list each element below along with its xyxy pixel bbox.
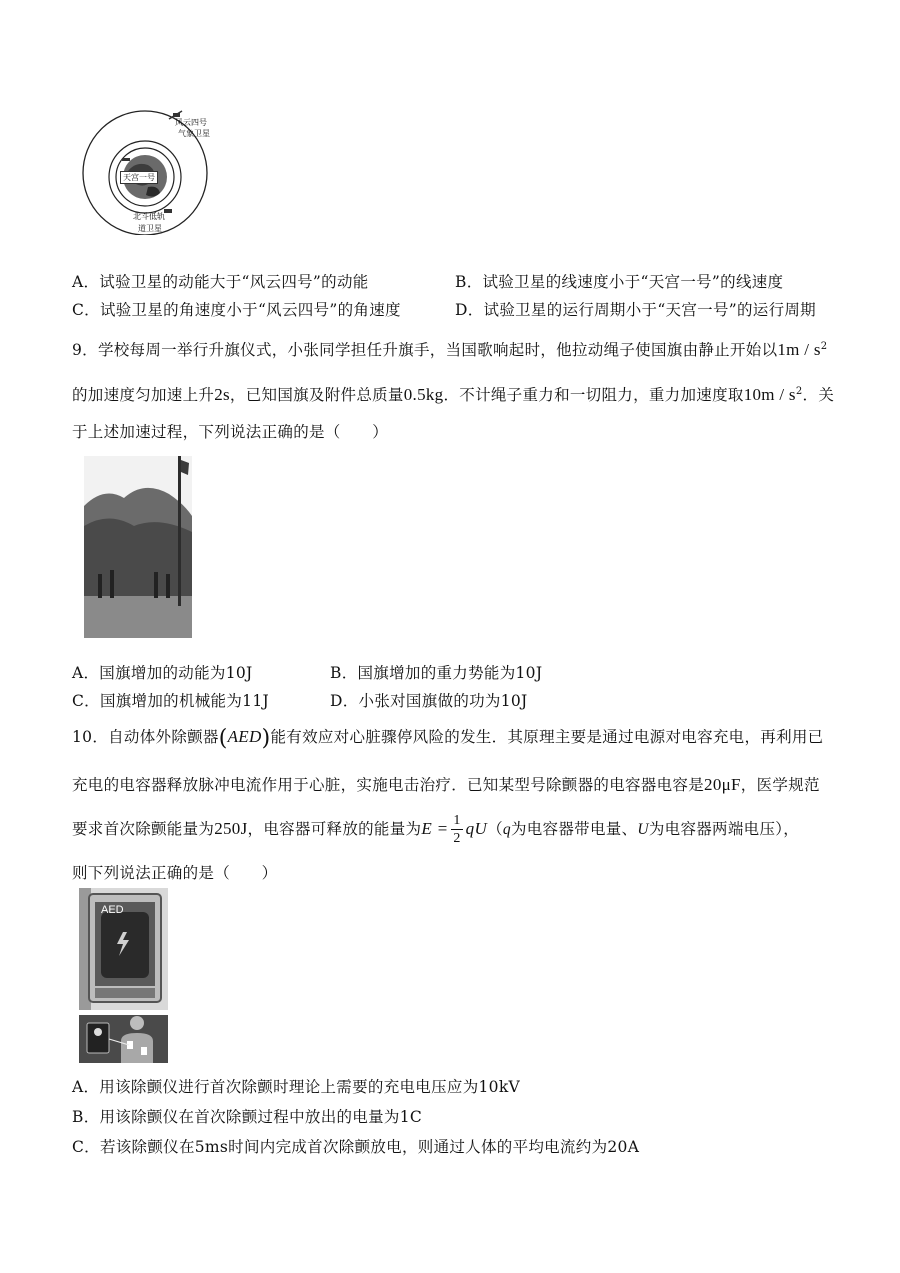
label-fengyun-1: 风云四号 [175, 118, 207, 127]
aed-body-diagram [79, 1015, 168, 1063]
q9-stem-line-2: 的加速度匀加速上升2s，已知国旗及附件总质量0.5kg．不计绳子重力和一切阻力，重力加速度取$10m / s^2$．关 [72, 385, 835, 404]
flag-raising-photo [84, 456, 192, 638]
q10-stem-line-3: 要求首次除颤能量为250J，电容器可释放的能量为E = $\frac{1}{2}$ qU（q为电容器带电量、U为电容器两端电压）， [72, 813, 800, 846]
q9-option-d[interactable]: D．小张对国旗做的功为10J [330, 692, 528, 710]
q10-option-c[interactable]: C．若该除颤仪在5ms时间内完成首次除颤放电，则通过人体的平均电流约为20A [72, 1138, 640, 1156]
q9-option-c[interactable]: C．国旗增加的机械能为11J [72, 692, 269, 710]
aed-cabinet-label: AED [101, 904, 124, 916]
q10-stem-line-2: 充电的电容器释放脉冲电流作用于心脏，实施电击治疗．已知某型号除颤器的电容器电容是20μF，医学规范 [72, 775, 820, 794]
q9-option-a[interactable]: A．国旗增加的动能为10J [72, 664, 253, 682]
q10-option-b[interactable]: B．用该除颤仪在首次除颤过程中放出的电量为1C [72, 1108, 423, 1126]
orbit-figure [70, 105, 220, 235]
q9-stem-line-1: 9．学校每周一举行升旗仪式，小张同学担任升旗手，当国歌响起时，他拉动绳子使国旗由静止开始以$1m / s^2$ [72, 340, 828, 359]
q8-option-b[interactable]: B．试验卫星的线速度小于“天宫一号”的线速度 [455, 273, 784, 291]
q10-stem-line-1: 10．自动体外除颤器(AED)能有效应对心脏骤停风险的发生．其原理主要是通过电源对电容充电，再利用已 [72, 726, 824, 751]
q8-option-d[interactable]: D．试验卫星的运行周期小于“天宫一号”的运行周期 [455, 301, 816, 319]
label-fengyun-2: 气象卫星 [178, 129, 210, 138]
formula-lhs: E = [421, 819, 449, 838]
q10-stem-line-4: 则下列说法正确的是（ ） [72, 864, 278, 882]
q9-option-b[interactable]: B．国旗增加的重力势能为10J [330, 664, 543, 682]
label-tiangong: 天宫一号 [120, 171, 158, 184]
q8-option-c[interactable]: C．试验卫星的角速度小于“风云四号”的角速度 [72, 301, 401, 319]
q9-stem-line-3: 于上述加速过程，下列说法正确的是（ ） [72, 423, 389, 441]
aed-cabinet-photo [79, 888, 168, 1010]
label-beidou-1: 北斗低轨 [133, 212, 165, 221]
q8-option-a[interactable]: A．试验卫星的动能大于“风云四号”的动能 [72, 273, 369, 291]
q10-option-a[interactable]: A．用该除颤仪进行首次除颤时理论上需要的充电电压应为10kV [72, 1078, 521, 1096]
formula-fraction: $\frac{1}{2}$ [453, 813, 461, 846]
label-beidou-2: 道卫星 [138, 224, 162, 233]
